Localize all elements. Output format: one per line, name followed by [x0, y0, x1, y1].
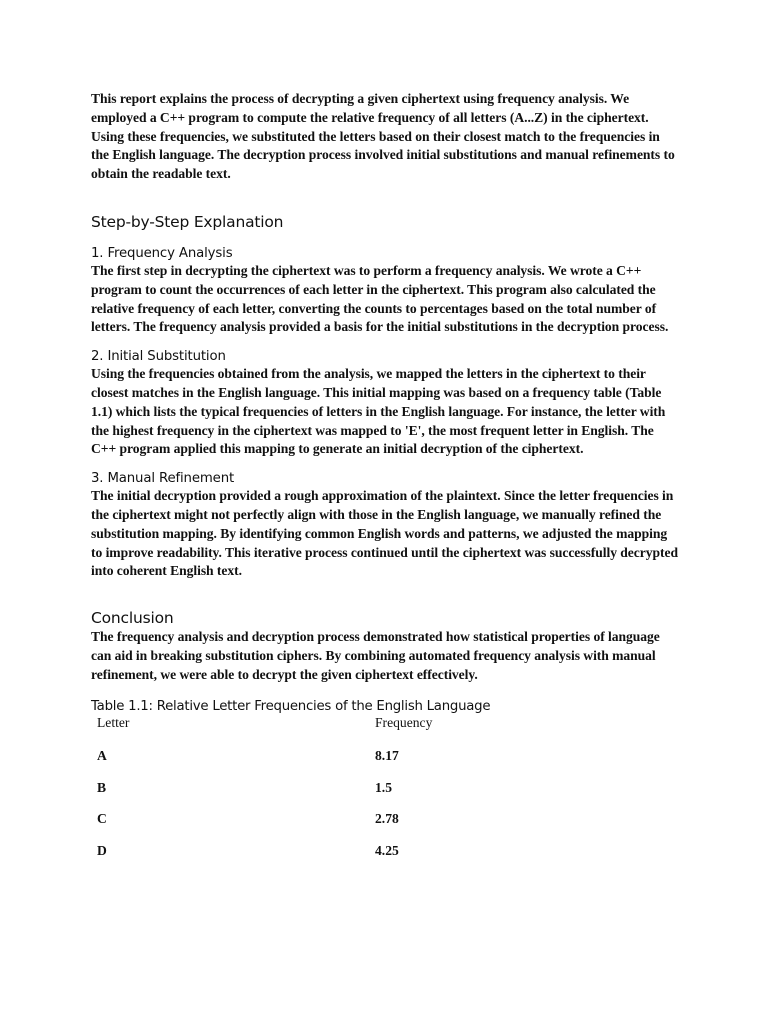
conclusion-heading: Conclusion — [91, 609, 174, 628]
table-row — [97, 733, 432, 765]
cell-letter: C — [97, 811, 107, 827]
step-1-text: The first step in decrypting the ciphertext was to perform a frequency analysis. We wrote a C++ program to count the occurrences of each letter in the ciphertext. This program also calculated the relative frequency of each letter, converting the counts to percentages based on the total number of letters. The frequency analysis provided a basis for the initial substitutions in the decryption process. — [91, 262, 669, 335]
step-3-title: 3. Manual Refinement — [91, 471, 235, 487]
frequency-table — [97, 715, 432, 859]
header-letter: Letter — [97, 714, 130, 730]
table-row — [97, 796, 432, 828]
cell-frequency: 4.25 — [375, 842, 399, 858]
cell-frequency: 2.78 — [375, 811, 399, 827]
step-1-title: 1. Frequency Analysis — [91, 245, 233, 261]
step-2 — [91, 348, 681, 459]
header-frequency: Frequency — [375, 714, 433, 730]
step-2-text: Using the frequencies obtained from the analysis, we mapped the letters in the ciphertext to their closest matches in the English language. This initial mapping was based on a frequency table (Table 1.1) which lists the typical frequencies of letters in the English language. For instance, the letter with the highest frequency in the ciphertext was mapped to 'E', the most frequent letter in English. The C++ program applied this mapping to generate an initial decryption of the ciphertext. — [91, 366, 666, 457]
step-1 — [91, 245, 681, 337]
cell-frequency: 8.17 — [375, 748, 399, 764]
document-page — [91, 90, 681, 859]
cell-letter: A — [97, 748, 107, 764]
conclusion-section — [91, 608, 681, 684]
cell-letter: B — [97, 779, 107, 795]
step-2-title: 2. Initial Substitution — [91, 349, 226, 365]
table-row — [97, 764, 432, 796]
cell-letter: D — [97, 842, 107, 858]
table-header-row — [97, 715, 432, 733]
step-3 — [91, 470, 681, 581]
intro-paragraph: This report explains the process of decrypting a given ciphertext using frequency analysis. We employed a C++ program to compute the relative frequency of all letters (A...Z) in the ciphertext. Using these frequencies, we substituted the letters based on their closest match to the frequencies in the English language. The decryption process involved initial substitutions and manual refinements to obtain the readable text. — [91, 91, 675, 182]
cell-frequency: 1.5 — [375, 779, 392, 795]
step-heading: Step-by-Step Explanation — [91, 212, 284, 231]
step-3-text: The initial decryption provided a rough approximation of the plaintext. Since the letter frequencies in the ciphertext might not perfectly align with those in the English language, we manually refined the substitution mapping. By identifying common English words and patterns, we adjusted the mapping to improve readability. This iterative process continued until the ciphertext was successfully decrypted into coherent English text. — [91, 488, 678, 579]
conclusion-text: The frequency analysis and decryption process demonstrated how statistical properties of language can aid in breaking substitution ciphers. By combining automated frequency analysis with manual refinement, we were able to decrypt the given ciphertext effectively. — [91, 629, 660, 682]
table-caption: Table 1.1: Relative Letter Frequencies of the English Language — [91, 698, 491, 714]
table-row — [97, 827, 432, 859]
